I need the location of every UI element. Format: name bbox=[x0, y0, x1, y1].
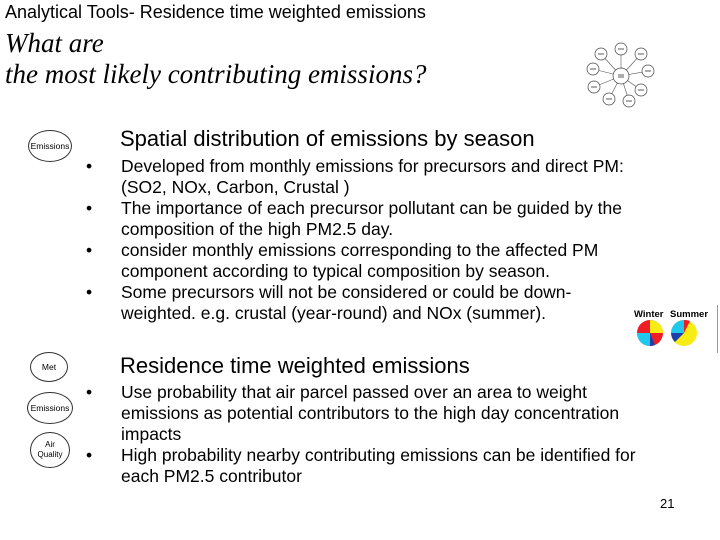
winter-label: Winter bbox=[634, 309, 664, 320]
section-2-bullet bbox=[86, 382, 669, 445]
slide-title bbox=[5, 28, 426, 90]
summer-pie bbox=[669, 318, 699, 348]
process-wheel-diagram bbox=[582, 42, 660, 112]
bullet-text: High probability nearby contributing emissions can be identified for each PM2.5 contributor bbox=[121, 445, 636, 486]
section-1-heading: Spatial distribution of emissions by season bbox=[120, 126, 535, 151]
bullet-text: Use probability that air parcel passed over an area to weight emissions as potential contributors to the high day concentration impacts bbox=[121, 382, 620, 444]
section-1-bullet bbox=[86, 198, 669, 240]
section-2-bullets bbox=[86, 382, 669, 487]
air-quality-line-1: Air bbox=[45, 440, 55, 449]
page-number: 21 bbox=[660, 496, 675, 511]
winter-pie bbox=[635, 318, 665, 348]
slide-header: Analytical Tools- Residence time weighted emissions bbox=[5, 2, 426, 22]
winter-pie-yellow bbox=[650, 320, 663, 333]
bullet-marker: • bbox=[86, 445, 93, 465]
summer-pie-cyan bbox=[671, 320, 684, 333]
section-1-bullets bbox=[86, 156, 669, 324]
title-line-2: the most likely contributing emissions? bbox=[5, 59, 427, 89]
section-1-bullet bbox=[86, 240, 669, 282]
section-2-heading: Residence time weighted emissions bbox=[120, 353, 470, 378]
bullet-marker: • bbox=[86, 240, 93, 260]
air-quality-node bbox=[30, 432, 70, 468]
bullet-text: Developed from monthly emissions for precursors and direct PM: (SO2, NOx, Carbon, Crustal ) bbox=[121, 156, 624, 197]
bullet-marker: • bbox=[86, 156, 93, 176]
section-2-bullet bbox=[86, 445, 669, 487]
bullet-text: The importance of each precursor pollutant can be guided by the composition of the high PM2.5 day. bbox=[121, 198, 623, 239]
bullet-text: Some precursors will not be considered or could be down-weighted. e.g. crustal (year-round) and NOx (summer). bbox=[121, 282, 572, 323]
met-node: Met bbox=[30, 352, 68, 382]
bullet-text: consider monthly emissions corresponding to the affected PM component according to typical composition by season. bbox=[121, 240, 599, 281]
section-1-bullet bbox=[86, 282, 621, 324]
bullet-marker: • bbox=[86, 382, 93, 402]
bullet-marker: • bbox=[86, 282, 93, 302]
emissions-node-top: Emissions bbox=[28, 130, 72, 162]
winter-pie-cyan bbox=[637, 333, 650, 346]
bullet-marker: • bbox=[86, 198, 93, 218]
title-line-1: What are bbox=[5, 28, 104, 58]
divider bbox=[717, 305, 718, 353]
emissions-node-bottom: Emissions bbox=[27, 392, 73, 424]
section-1-bullet bbox=[86, 156, 669, 198]
summer-label: Summer bbox=[670, 309, 709, 320]
air-quality-line-2: Quality bbox=[37, 450, 63, 459]
